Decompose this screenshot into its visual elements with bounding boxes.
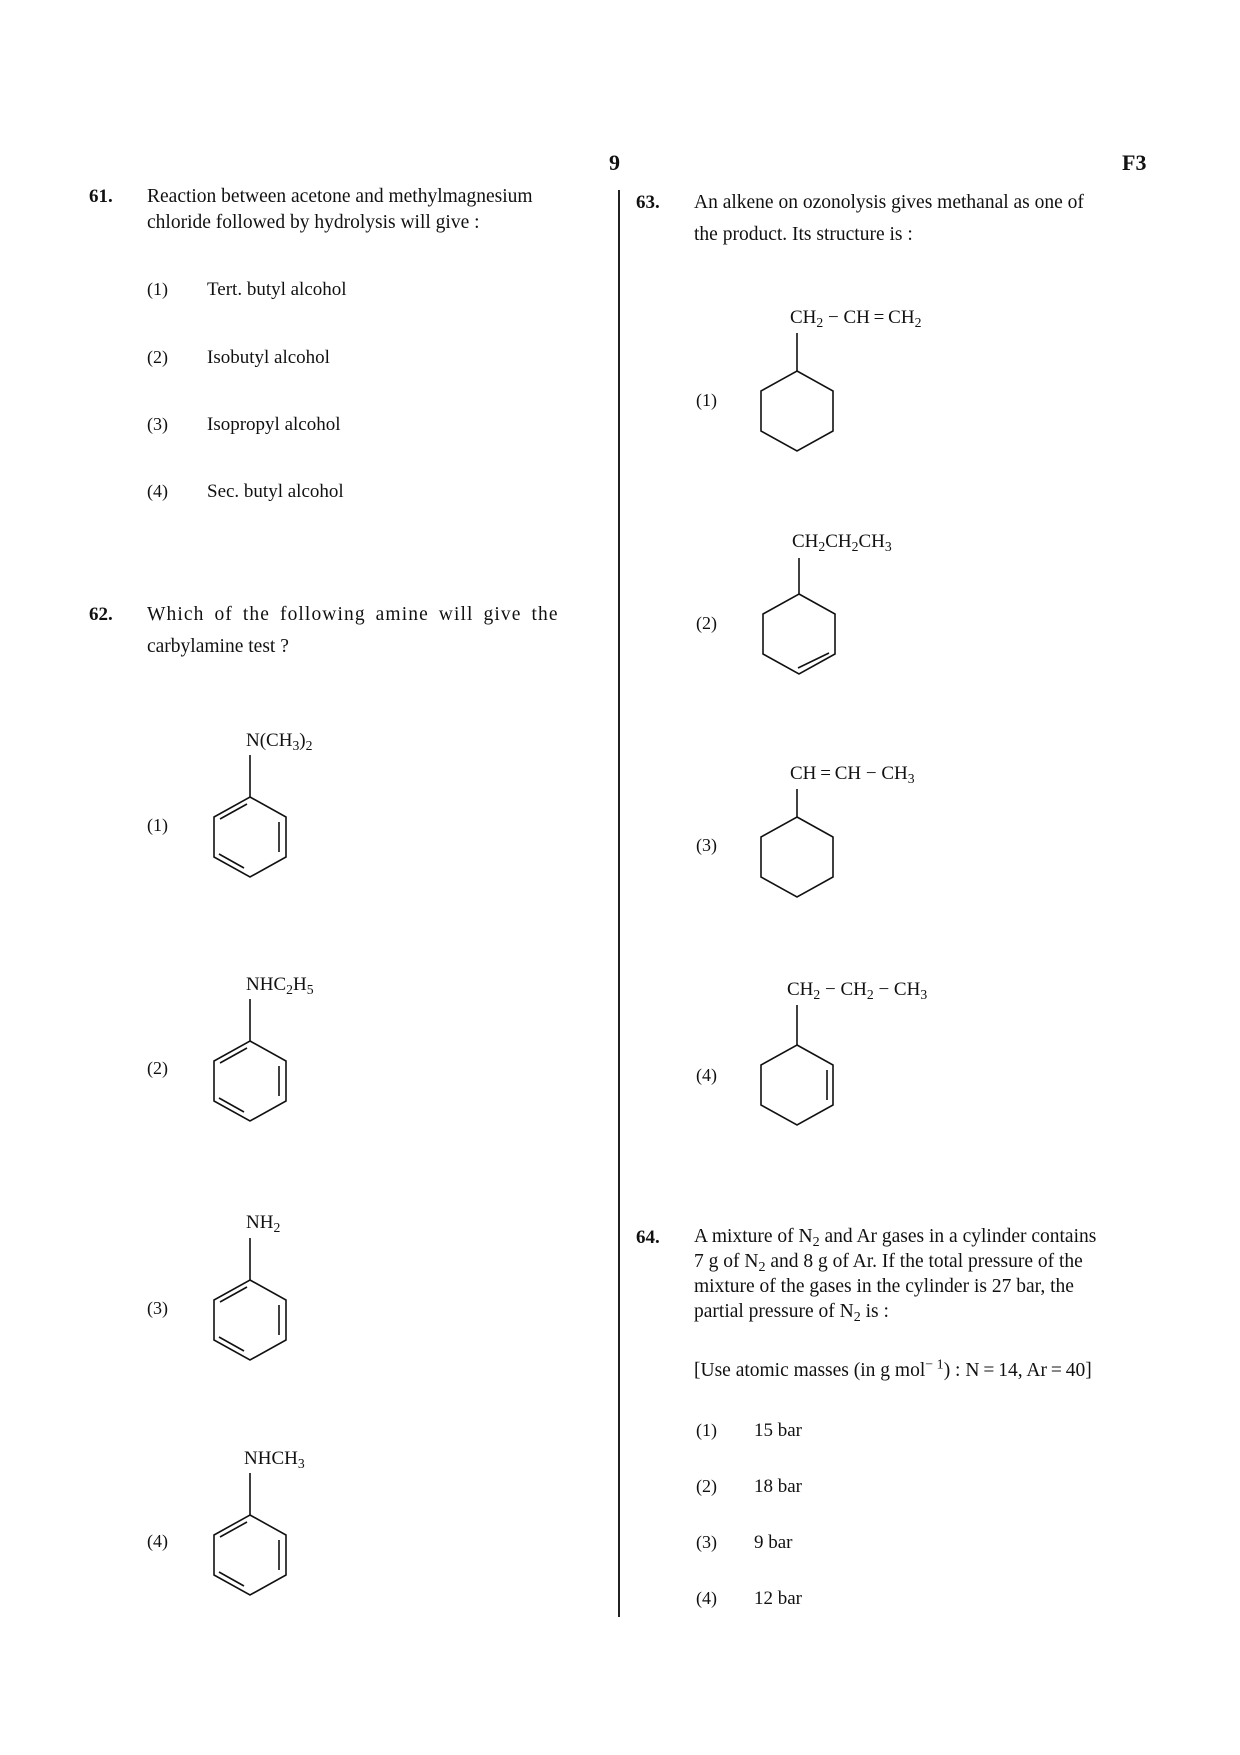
page-number: 9 (609, 150, 620, 175)
option-text: Isopropyl alcohol (207, 414, 341, 435)
question-text-line: An alkene on ozonolysis gives methanal as one of (694, 192, 1084, 213)
atomic-mass-hint: [Use atomic masses (in g mol$^{- 1}$) : N = 14, Ar = 40] (694, 1356, 1092, 1381)
cyclohexene-ring-icon (755, 1005, 845, 1130)
option-number: (3) (696, 1532, 717, 1552)
cyclohexene-ring-icon (757, 558, 847, 683)
option-text: Sec. butyl alcohol (207, 481, 344, 502)
benzene-ring-icon (208, 1238, 288, 1353)
option-number: (4) (147, 1531, 168, 1551)
option-number: (1) (147, 815, 168, 835)
substituent-label: $N(CH_3)_2$ (246, 730, 313, 754)
column-divider (618, 190, 620, 1617)
substituent-label: $CH_2 - CH_2 - CH_3$ (787, 979, 928, 1003)
option-text: 9 bar (754, 1532, 793, 1553)
question-text-line: partial pressure of $N_2$ is : (694, 1301, 889, 1326)
option-number: (4) (696, 1588, 717, 1608)
question-number: 62. (89, 604, 113, 625)
question-text-line: chloride followed by hydrolysis will give : (147, 212, 480, 233)
question-number: 61. (89, 186, 113, 207)
substituent-label: $NHC_2H_5$ (246, 974, 314, 998)
question-text-line: 7 g of $N_2$ and 8 g of Ar. If the total pressure of the (694, 1251, 1083, 1276)
question-text-line: mixture of the gases in the cylinder is 27 bar, the (694, 1276, 1074, 1297)
substituent-label: $CH_2CH_2CH_3$ (792, 531, 892, 555)
option-number: (2) (696, 1476, 717, 1496)
option-text: Tert. butyl alcohol (207, 279, 347, 300)
question-number: 64. (636, 1227, 660, 1248)
option-text: 18 bar (754, 1476, 803, 1497)
substituent-label: $NH_2$ (246, 1212, 281, 1236)
question-text-line: the product. Its structure is : (694, 224, 913, 245)
benzene-ring-icon (208, 755, 288, 870)
option-number: (1) (696, 1420, 717, 1440)
benzene-ring-icon (208, 1473, 288, 1588)
option-number: (2) (147, 347, 168, 367)
option-number: (2) (696, 613, 717, 633)
option-number: (4) (147, 481, 168, 501)
substituent-label: $NHCH_3$ (244, 1448, 305, 1472)
benzene-ring-icon (208, 999, 288, 1114)
substituent-label: CH = CH − $CH_3$ (790, 763, 915, 787)
question-text-line: Reaction between acetone and methylmagnesium (147, 186, 533, 207)
option-number: (3) (147, 414, 168, 434)
option-number: (1) (696, 390, 717, 410)
cyclohexane-ring-icon (755, 789, 845, 904)
option-text: 15 bar (754, 1420, 803, 1441)
option-number: (3) (147, 1298, 168, 1318)
question-text-line: carbylamine test ? (147, 636, 289, 657)
option-text: Isobutyl alcohol (207, 347, 330, 368)
option-number: (4) (696, 1065, 717, 1085)
question-text-line: Which of the following amine will give the (147, 604, 559, 625)
paper-code: F3 (1122, 150, 1147, 175)
substituent-label: $CH_2$ − CH = $CH_2$ (790, 307, 922, 331)
option-number: (3) (696, 835, 717, 855)
question-number: 63. (636, 192, 660, 213)
option-number: (1) (147, 279, 168, 299)
question-text-line: A mixture of $N_2$ and Ar gases in a cylinder contains (694, 1226, 1097, 1251)
cyclohexane-ring-icon (755, 333, 845, 458)
option-text: 12 bar (754, 1588, 803, 1609)
option-number: (2) (147, 1058, 168, 1078)
